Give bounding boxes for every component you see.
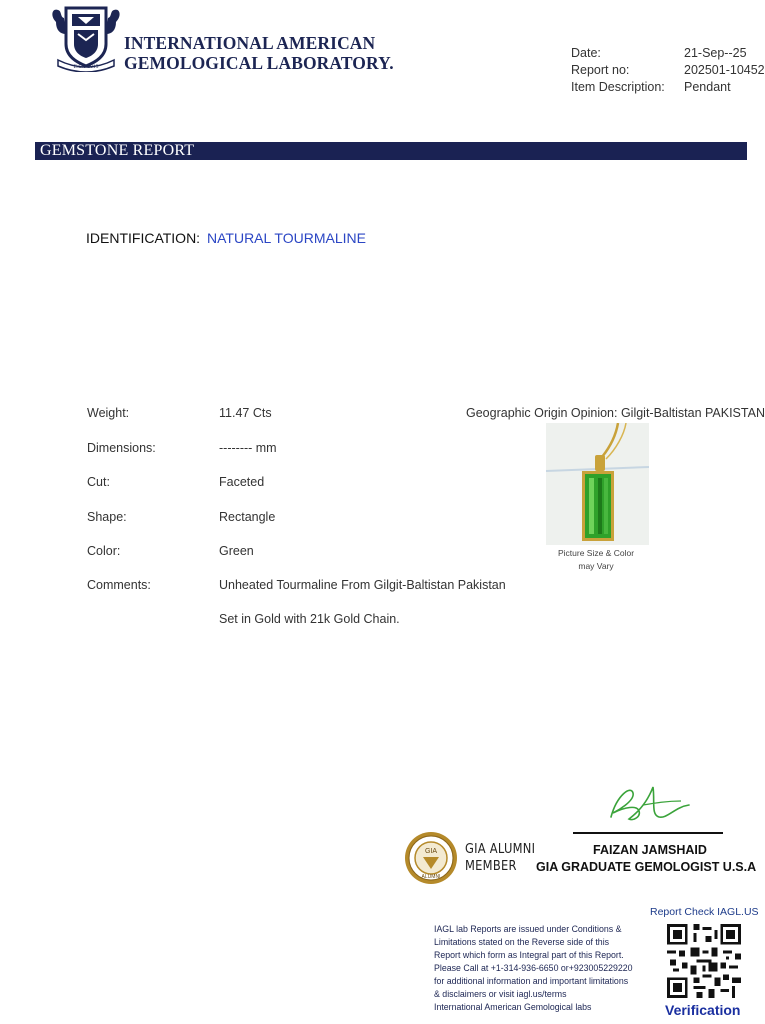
comments-label: Comments: (87, 578, 151, 592)
report-title: GEMSTONE REPORT (40, 142, 195, 159)
photo-caption-line1: Picture Size & Color (557, 548, 635, 558)
signer-title: GIA GRADUATE GEMOLOGIST U.S.A (536, 860, 757, 874)
lab-name-line2: GEMOLOGICAL LABORATORY. (124, 53, 394, 73)
gia-seal-sub: ALUMNI (421, 874, 441, 880)
identification-label: IDENTIFICATION: (86, 230, 201, 246)
disclaimer-line: International American Gemological labs (434, 1002, 592, 1012)
identification-value: NATURAL TOURMALINE (207, 230, 366, 246)
shape-label: Shape: (87, 510, 127, 524)
pendant-photo (546, 423, 649, 545)
verification-label: Verification (665, 1002, 741, 1018)
gia-alumni-text: GIA ALUMNI (465, 841, 536, 857)
weight-value: 11.47 Cts (219, 406, 272, 420)
handwritten-signature (603, 777, 693, 831)
dimensions-label: Dimensions: (87, 441, 156, 455)
geographic-origin-opinion: Geographic Origin Opinion: Gilgit-Baltistan PAKISTAN (466, 406, 765, 420)
gia-seal-text: GIA (424, 848, 438, 855)
report-check-link[interactable]: Report Check IAGL.US (650, 906, 759, 918)
disclaimer-line: for additional information and important limitations (434, 976, 629, 986)
report-no-value: 202501-10452 (684, 63, 765, 77)
color-value: Green (219, 544, 254, 558)
date-value: 21-Sep--25 (684, 46, 747, 60)
signature-line (573, 832, 723, 834)
gia-member-text: MEMBER (465, 858, 517, 874)
comments-value: Unheated Tourmaline From Gilgit-Baltistan Pakistan (219, 578, 506, 592)
signer-name: FAIZAN JAMSHAID (593, 843, 707, 857)
disclaimer-line: IAGL lab Reports are issued under Conditions & (434, 924, 622, 934)
item-description-label: Item Description: (571, 80, 665, 94)
disclaimer-line: & disclaimers or visit iagl.us/terms (434, 989, 567, 999)
photo-caption-line2: may Vary (578, 561, 614, 571)
dimensions-value: -------- mm (219, 441, 277, 455)
color-label: Color: (87, 544, 121, 558)
cut-label: Cut: (87, 475, 110, 489)
item-description-value: Pendant (684, 80, 731, 94)
gia-alumni-seal-icon (404, 831, 458, 885)
report-title-bar (35, 142, 747, 160)
lab-name-line1: INTERNATIONAL AMERICAN (124, 33, 376, 53)
logo-est-text: E.S.T 2015 (73, 64, 99, 70)
verification-qr-code[interactable] (667, 924, 741, 998)
weight-label: Weight: (87, 406, 130, 420)
disclaimer-line: Please Call at +1-314-936-6650 or+923005229220 (434, 963, 633, 973)
report-no-label: Report no: (571, 63, 630, 77)
shape-value: Rectangle (219, 510, 276, 524)
lab-logo-crest (48, 4, 124, 72)
date-label: Date: (571, 46, 601, 60)
disclaimer-line: Limitations stated on the Reverse side of this (434, 937, 610, 947)
comments-value-line2: Set in Gold with 21k Gold Chain. (219, 612, 400, 626)
cut-value: Faceted (219, 475, 265, 489)
disclaimer-text (434, 923, 659, 1014)
disclaimer-line: Report which form as Integral part of this Report. (434, 950, 624, 960)
